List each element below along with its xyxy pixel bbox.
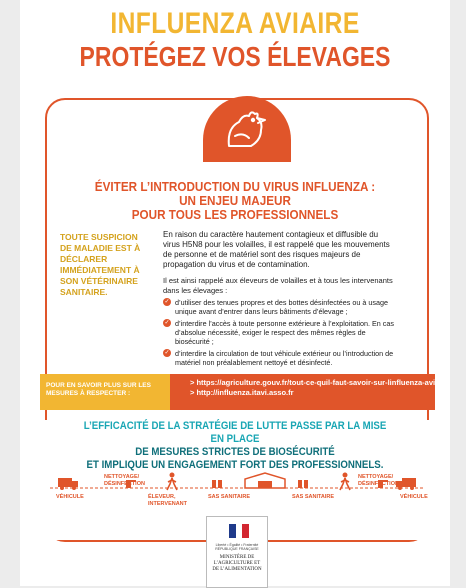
biosecurity-chain — [40, 470, 435, 510]
body-paragraph-2: Il est ainsi rappelé aux éleveurs de volailles et à tous les intervenants dans les élevages : — [163, 276, 393, 295]
link-agriculture-text: https://agriculture.gouv.fr/tout-ce-quil-faut-savoir-sur-linfluenza-aviaire — [196, 378, 449, 387]
label-nettoyage-left: NETTOYAGE/ DÉSINFECTION — [104, 474, 145, 487]
statement-line2: DE MESURES STRICTES DE BIOSÉCURITÉ — [135, 446, 335, 458]
boots-right-icon — [298, 480, 308, 488]
list-item-text: d’interdire la circulation de tout véhicule extérieur ou l’introduction de matériel non préalablement nettoyé et désinfecté. — [175, 349, 394, 367]
poster-subtitle: PROTÉGEZ VOS ÉLEVAGES — [79, 41, 391, 72]
label-vehicule-left: VÉHICULE — [56, 494, 84, 500]
list-item — [163, 298, 398, 316]
strategy-statement — [81, 420, 389, 472]
poster — [20, 0, 450, 586]
boots-icon — [212, 480, 222, 488]
building-icon — [245, 473, 285, 488]
more-info-label-box — [40, 374, 170, 410]
measures-list — [163, 298, 398, 370]
more-info-label: POUR EN SAVOIR PLUS SUR LES MESURES À RESPECTER : — [46, 382, 151, 397]
label-eleveur: ÉLEVEUR, INTERVENANT — [148, 494, 188, 507]
check-icon: ✓ — [164, 350, 170, 356]
suspicion-note: TOUTE SUSPICION DE MALADIE EST À DÉCLARER IMMÉDIATEMENT À SON VÉTÉRINAIRE SANITAIRE. — [60, 232, 141, 297]
link-itavi[interactable] — [190, 388, 448, 398]
intro-heading-line3: POUR TOUS LES PROFESSIONNELS — [131, 207, 339, 222]
label-sas-1: SAS SANITAIRE — [208, 494, 251, 500]
marianne-flag-icon — [229, 524, 249, 538]
check-icon: ✓ — [164, 320, 170, 326]
list-item-text: d’utiliser des tenues propres et des bottes désinfectées ou à usage unique avant d’entrer dans leurs bâtiments d’élevage ; — [175, 298, 388, 316]
intro-heading-line1: ÉVITER L’INTRODUCTION DU VIRUS INFLUENZA : — [94, 179, 376, 194]
more-info-links — [190, 378, 448, 398]
list-item — [163, 349, 398, 367]
list-item — [163, 319, 398, 346]
chicken-icon — [221, 106, 273, 156]
person-walking-icon — [167, 473, 177, 491]
list-item-text: d’interdire l’accès à toute personne extérieure à l’exploitation. En cas d’absolue nécessité, exiger le respect des mêmes règles de biosécurité ; — [175, 319, 394, 346]
link-itavi-text: http://influenza.itavi.asso.fr — [196, 388, 294, 397]
statement-line3: ET IMPLIQUE UN ENGAGEMENT FORT DES PROFESSIONNELS. — [86, 459, 384, 471]
intro-heading — [69, 180, 402, 222]
body-paragraph-1: En raison du caractère hautement contagieux et diffusible du virus H5N8 pour les volailles, il est rappelé que les mouvements de personne et de matériel sont des risques majeurs de propagation du virus et de contamination. — [163, 230, 390, 269]
label-sas-2: SAS SANITAIRE — [292, 494, 335, 500]
logo-motto: Liberté • Égalité • Fraternité RÉPUBLIQUE FRANÇAISE — [215, 543, 259, 551]
person-walking-right-icon — [340, 473, 350, 491]
arrow-icon: > — [190, 388, 197, 397]
statement-line1: L’EFFICACITÉ DE LA STRATÉGIE DE LUTTE PASSE PAR LA MISE EN PLACE — [83, 420, 387, 445]
label-nettoyage-right: NETTOYAGE/ DÉSINFECTION — [358, 474, 399, 487]
ministry-logo — [206, 516, 268, 588]
label-vehicule-right: VÉHICULE — [400, 494, 428, 500]
check-icon: ✓ — [164, 299, 170, 305]
link-agriculture[interactable] — [190, 378, 448, 388]
poster-title: INFLUENZA AVIAIRE — [110, 7, 360, 40]
logo-ministry: MINISTÈRE DE L’AGRICULTURE ET DE L’ALIMENTATION — [212, 555, 262, 572]
arrow-icon: > — [190, 378, 197, 387]
intro-heading-line2: UN ENJEU MAJEUR — [179, 193, 291, 208]
